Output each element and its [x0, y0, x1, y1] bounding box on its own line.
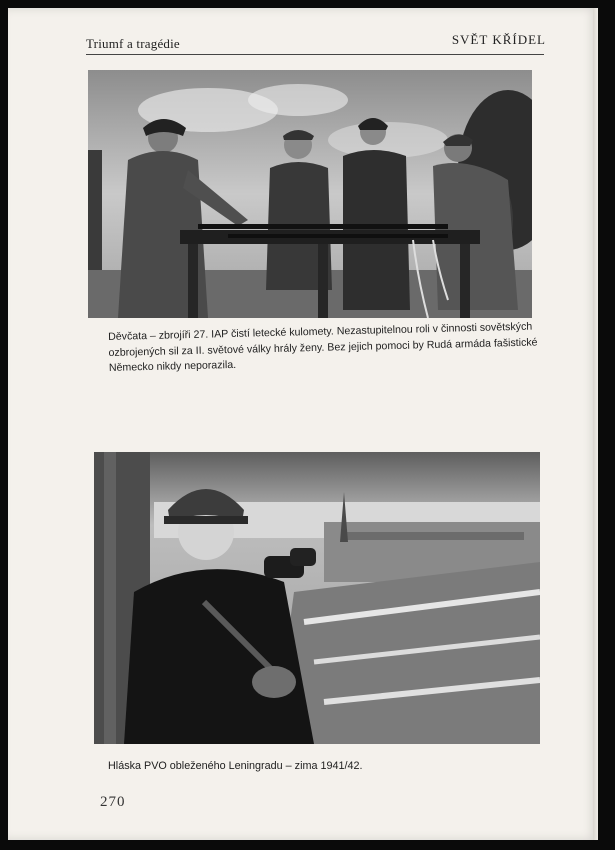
photo-armorers-image	[88, 70, 532, 318]
running-header-left: Triumf a tragédie	[86, 36, 180, 51]
page-number: 270	[100, 794, 126, 810]
photo-pvo-lookout-image	[94, 452, 540, 744]
book-page	[8, 8, 598, 840]
running-header-right: SVĚT KŘÍDEL	[451, 32, 546, 47]
photo-pvo-lookout	[94, 452, 540, 744]
photo-pvo-lookout-caption: Hláska PVO obleženého Leningradu – zima 1941/42.	[108, 760, 363, 772]
photo-armorers	[88, 70, 532, 318]
photo-armorers-caption: Děvčata – zbrojíři 27. IAP čistí letecké kulomety. Nezastupitelnou roli v činnosti sovětských ozbrojených sil za II. světové války hrály ženy. Bez jejich pomoci by Rudá armáda fašistické Německo nikdy neporazila.	[108, 320, 538, 374]
header-rule	[86, 54, 544, 55]
page-edge	[593, 8, 598, 840]
